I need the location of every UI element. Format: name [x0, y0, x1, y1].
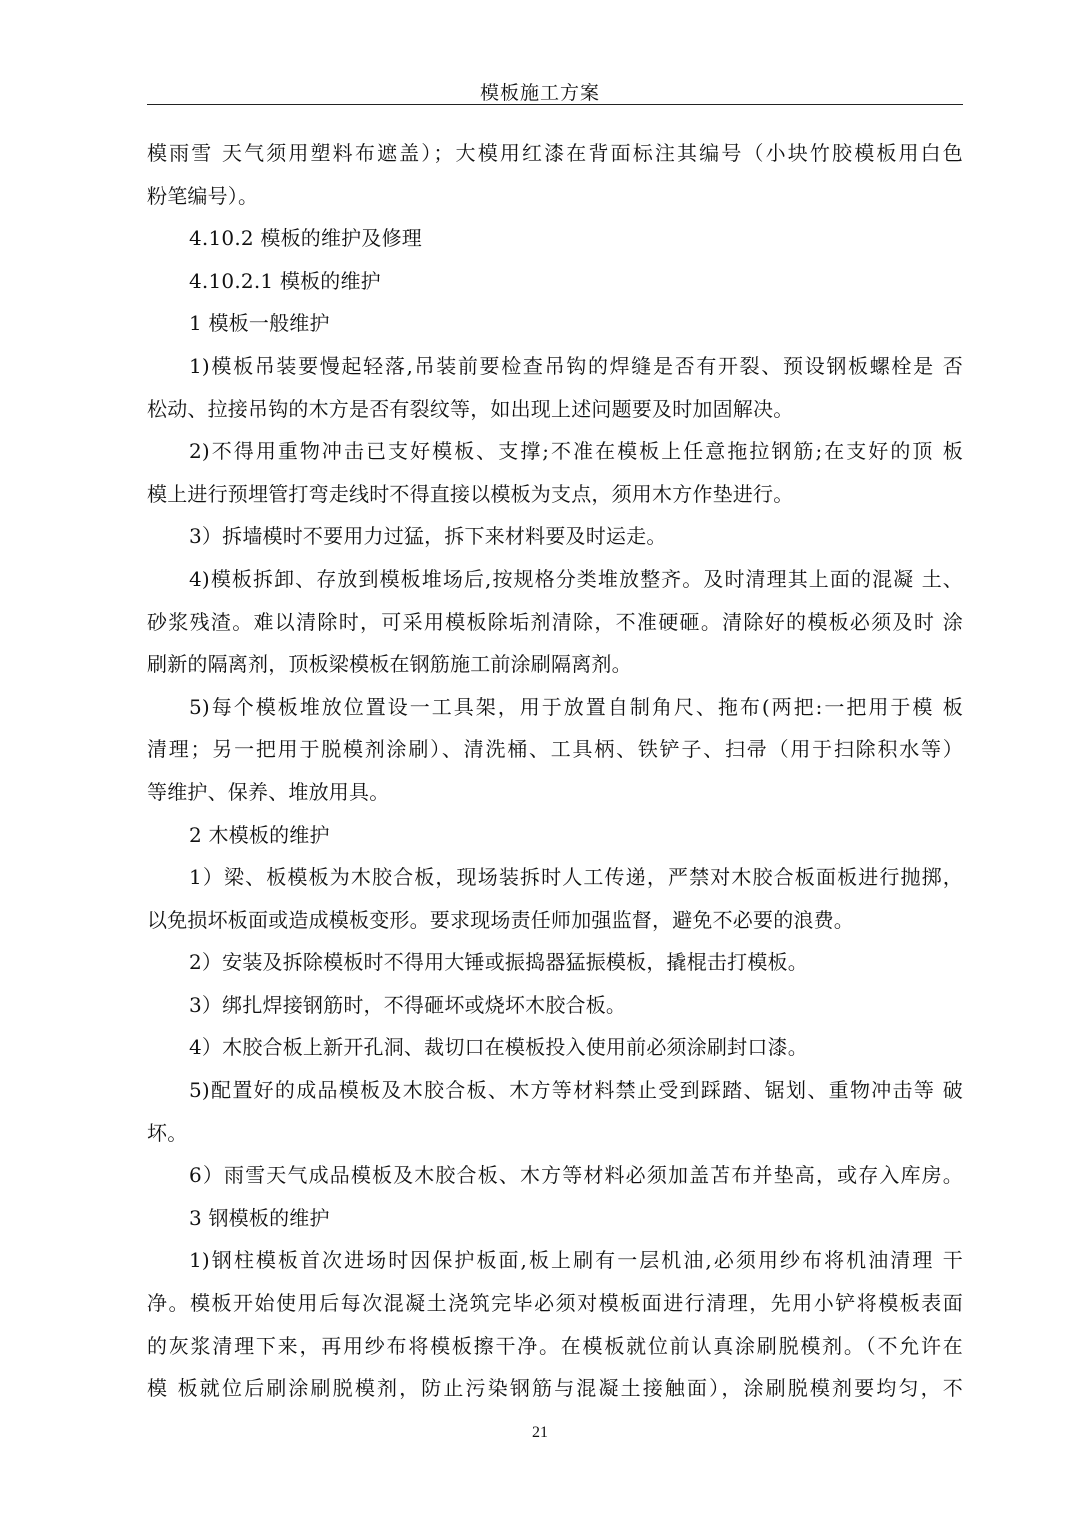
text-line: 2）安装及拆除模板时不得用大锤或振捣器猛振模板，撬棍击打模板。 — [189, 950, 808, 975]
text-line: 3）绑扎焊接钢筋时，不得砸坏或烧坏木胶合板。 — [189, 992, 627, 1017]
text-line: 3）拆墙模时不要用力过猛，拆下来材料要及时运走。 — [189, 524, 667, 549]
text-line: 坏。 — [147, 1120, 188, 1145]
text-line: 1)钢柱模板首次进场时因保护板面,板上刷有一层机油,必须用纱布将机油清理 干 — [189, 1248, 963, 1273]
text-line: 模 板就位后刷涂刷脱模剂，防止污染钢筋与混凝土接触面），涂刷脱模剂要均匀，不 — [147, 1376, 963, 1401]
text-line: 等维护、保养、堆放用具。 — [147, 779, 390, 804]
text-line: 净。模板开始使用后每次混凝土浇筑完毕必须对模板面进行清理，先用小铲将模板表面 — [147, 1291, 963, 1316]
text-line: 清理；另一把用于脱模剂涂刷）、清洗桶、工具柄、铁铲子、扫帚（用于扫除积水等） — [147, 737, 963, 762]
text-line: 4.10.2.1 模板的维护 — [189, 268, 381, 293]
text-line: 刷新的隔离剂，顶板梁模板在钢筋施工前涂刷隔离剂。 — [147, 652, 632, 677]
text-line: 砂浆残渣。难以清除时，可采用模板除垢剂清除，不准硬砸。清除好的模板必须及时 涂 — [147, 609, 963, 634]
page-number: 21 — [532, 1424, 548, 1441]
text-line: 以免损坏板面或造成模板变形。要求现场责任师加强监督，避免不必要的浪费。 — [147, 907, 854, 932]
text-line: 6）雨雪天气成品模板及木胶合板、木方等材料必须加盖苫布并垫高，或存入库房。 — [189, 1163, 963, 1188]
text-line: 3 钢模板的维护 — [189, 1205, 330, 1230]
text-line: 1）梁、板模板为木胶合板，现场装拆时人工传递，严禁对木胶合板面板进行抛掷， — [189, 865, 963, 890]
text-line: 1 模板一般维护 — [189, 311, 330, 336]
text-line: 5)每个模板堆放位置设一工具架，用于放置自制角尺、拖布(两把:一把用于模 板 — [189, 694, 963, 719]
page-header-title: 模板施工方案 — [479, 82, 600, 104]
body-text — [147, 132, 963, 1410]
text-line: 4.10.2 模板的维护及修理 — [189, 226, 422, 251]
text-line: 2)不得用重物冲击已支好模板、支撑;不准在模板上任意拖拉钢筋;在支好的顶 板 — [189, 439, 963, 464]
text-line: 粉笔编号）。 — [147, 183, 259, 208]
text-line: 模上进行预埋管打弯走线时不得直接以模板为支点，须用木方作垫进行。 — [147, 481, 794, 506]
text-line: 5)配置好的成品模板及木胶合板、木方等材料禁止受到踩踏、锯划、重物冲击等 破 — [189, 1078, 963, 1103]
text-line: 4）木胶合板上新开孔洞、裁切口在模板投入使用前必须涂刷封口漆。 — [189, 1035, 808, 1060]
text-line: 1)模板吊装要慢起轻落,吊装前要检查吊钩的焊缝是否有开裂、预设钢板螺栓是 否 — [189, 353, 963, 378]
text-line: 2 木模板的维护 — [189, 822, 330, 847]
text-line: 模雨雪 天气须用塑料布遮盖）；大模用红漆在背面标注其编号（小块竹胶模板用白色 — [147, 141, 963, 165]
text-line: 4)模板拆卸、存放到模板堆场后,按规格分类堆放整齐。及时清理其上面的混凝 土、 — [189, 566, 963, 591]
text-line: 松动、拉接吊钩的木方是否有裂纹等，如出现上述问题要及时加固解决。 — [147, 396, 794, 421]
text-line: 的灰浆清理下来，再用纱布将模板擦干净。在模板就位前认真涂刷脱模剂。（不允许在 — [147, 1333, 963, 1358]
header-divider — [147, 104, 963, 105]
